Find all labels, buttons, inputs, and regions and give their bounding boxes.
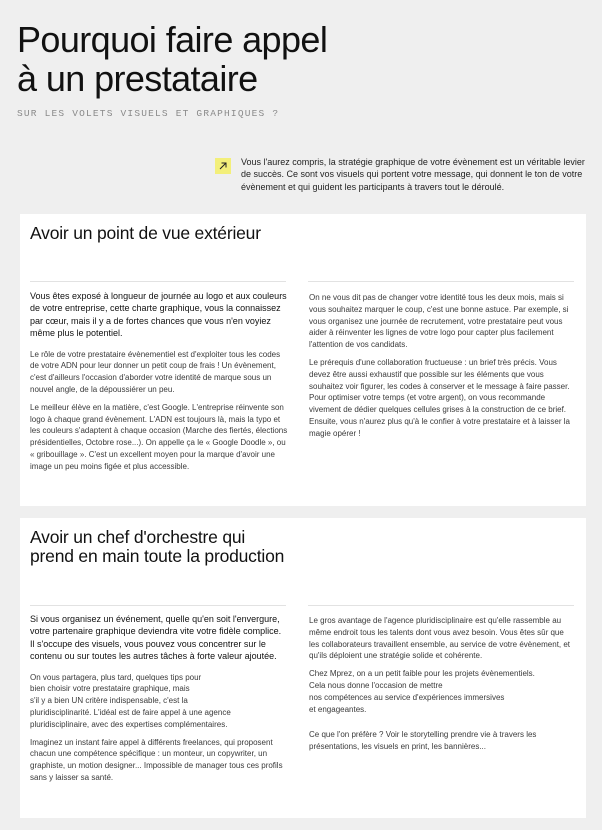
section-title bbox=[30, 528, 284, 566]
divider bbox=[30, 605, 286, 606]
section-title-line-2: prend en main toute la production bbox=[30, 546, 285, 566]
paragraph: Imaginez un instant faire appel à différents freelances, qui proposent chacun une compétence spécifique : un monteur, un copywriter, un graphiste, un motion designer... Impossible de manager tous ces profils sans y laisser sa santé. bbox=[30, 737, 283, 782]
lead-paragraph: Si vous organisez un événement, quelle qu'en soit l'envergure, votre partenaire graphique deviendra vite votre fidèle complice. Il s'occupe des visuels, vous pouvez vous concentrer sur le contenu ou sur toutes les autres tâches à forte valeur ajoutée. bbox=[30, 614, 282, 662]
paragraph-line: pluridisciplinarité. L'idéal est de faire appel à une agence bbox=[30, 708, 231, 718]
left-column bbox=[30, 613, 288, 790]
page-subtitle: SUR LES VOLETS VISUELS ET GRAPHIQUES ? bbox=[17, 108, 280, 119]
paragraph bbox=[30, 672, 288, 731]
paragraph-line: Cela nous donne l'occasion de mettre bbox=[309, 680, 443, 690]
paragraph-line: Chez Mprez, on a un petit faible pour les projets évènementiels. bbox=[309, 669, 535, 679]
arrow-up-right-icon bbox=[215, 158, 231, 174]
paragraph: Le rôle de votre prestataire évènementiel est d'exploiter tous les codes de votre ADN pour leur donner un petit coup de frais ! Un évènement, c'est d'ailleurs l'occasion d'aborder votre identité de marque sous un nouvel angle, de la dépoussiérer un peu. bbox=[30, 349, 281, 395]
divider bbox=[308, 281, 574, 282]
page-title bbox=[17, 20, 327, 98]
paragraph-line: pluridisciplinaire, avec des expertises complémentaires. bbox=[30, 719, 228, 729]
intro-block bbox=[215, 156, 590, 193]
divider bbox=[30, 281, 286, 282]
page-title-line-2: à un prestataire bbox=[17, 58, 258, 99]
paragraph-line: et engageantes. bbox=[309, 704, 367, 714]
paragraph bbox=[309, 668, 575, 715]
right-column bbox=[309, 615, 575, 759]
paragraph: Le prérequis d'une collaboration fructueuse : un brief très précis. Vous devez être aussi exhaustif que possible sur les éléments que vous souhaitez voir figurer, les codes à conserver et le message à faire passer. Pour optimiser votre temps (et votre argent), on vous recommande vivement de dédier quelques cellules grises à la construction de ce brief. Ensuite, vous n'aurez plus qu'à le confier à votre prestataire et à laisser la magie opérer ! bbox=[309, 357, 570, 438]
paragraph-line: nos compétences au service d'expériences immersives bbox=[309, 692, 505, 702]
paragraph-line: On vous partagera, plus tard, quelques tips pour bbox=[30, 672, 202, 682]
paragraph: Le meilleur élève en la matière, c'est Google. L'entreprise réinvente son logo à chaque grand évènement. L'ADN est toujours là, mais la typo et les couleurs s'adaptent à chaque occasion (Marche des fiertés, élections présidentielles, Octobre rose...). On appelle ça le « Google Doodle », ou « gribouillage ». C'est un excellent moyen pour la marque d'avoir une image un peu moins figée et plus accessible. bbox=[30, 402, 288, 471]
section-title-line-1: Avoir un chef d'orchestre qui bbox=[30, 527, 246, 547]
paragraph: Le gros avantage de l'agence pluridisciplinaire est qu'elle rassemble au même endroit tous les talents dont vous avez besoin. Vous êtes sûr que les collaborateurs travaillent ensemble, au service de votre évènement, et qu'ils déploient une stratégie solide et cohérente. bbox=[309, 616, 571, 661]
right-column bbox=[309, 292, 575, 446]
paragraph-line: s'il y a bien UN critère indispensable, c'est la bbox=[30, 696, 188, 706]
paragraph: Ce que l'on préfère ? Voir le storytelling prendre vie à travers les présentations, les visuels en print, les bannières... bbox=[309, 730, 537, 752]
left-column bbox=[30, 290, 288, 479]
intro-text: Vous l'aurez compris, la stratégie graphique de votre évènement est un véritable levier de succès. Ce sont vos visuels qui portent votre message, qui donnent le ton de votre évènement et qui guident les participants à travers tout le déroulé. bbox=[241, 157, 585, 192]
paragraph-line: bien choisir votre prestataire graphique, mais bbox=[30, 684, 190, 694]
lead-paragraph: Vous êtes exposé à longueur de journée au logo et aux couleurs de votre entreprise, cette charte graphique, vous la connaissez par cœur, mais il y a de fortes chances que vous n'en voyiez même plus le potentiel. bbox=[30, 291, 287, 339]
paragraph: On ne vous dit pas de changer votre identité tous les deux mois, mais si vous souhaitez marquer le coup, c'est une bonne astuce. Par exemple, si vous organisez une journée de recrutement, votre prestataire peut vous aider à réinventer les lignes de votre logo pour capter plus facilement l'attention de vos candidats. bbox=[309, 293, 569, 350]
divider bbox=[308, 605, 574, 606]
page-title-line-1: Pourquoi faire appel bbox=[17, 19, 328, 60]
section-title: Avoir un point de vue extérieur bbox=[30, 223, 261, 243]
section-card-orchestra-lead bbox=[20, 518, 586, 818]
section-card-outside-view bbox=[20, 214, 586, 506]
